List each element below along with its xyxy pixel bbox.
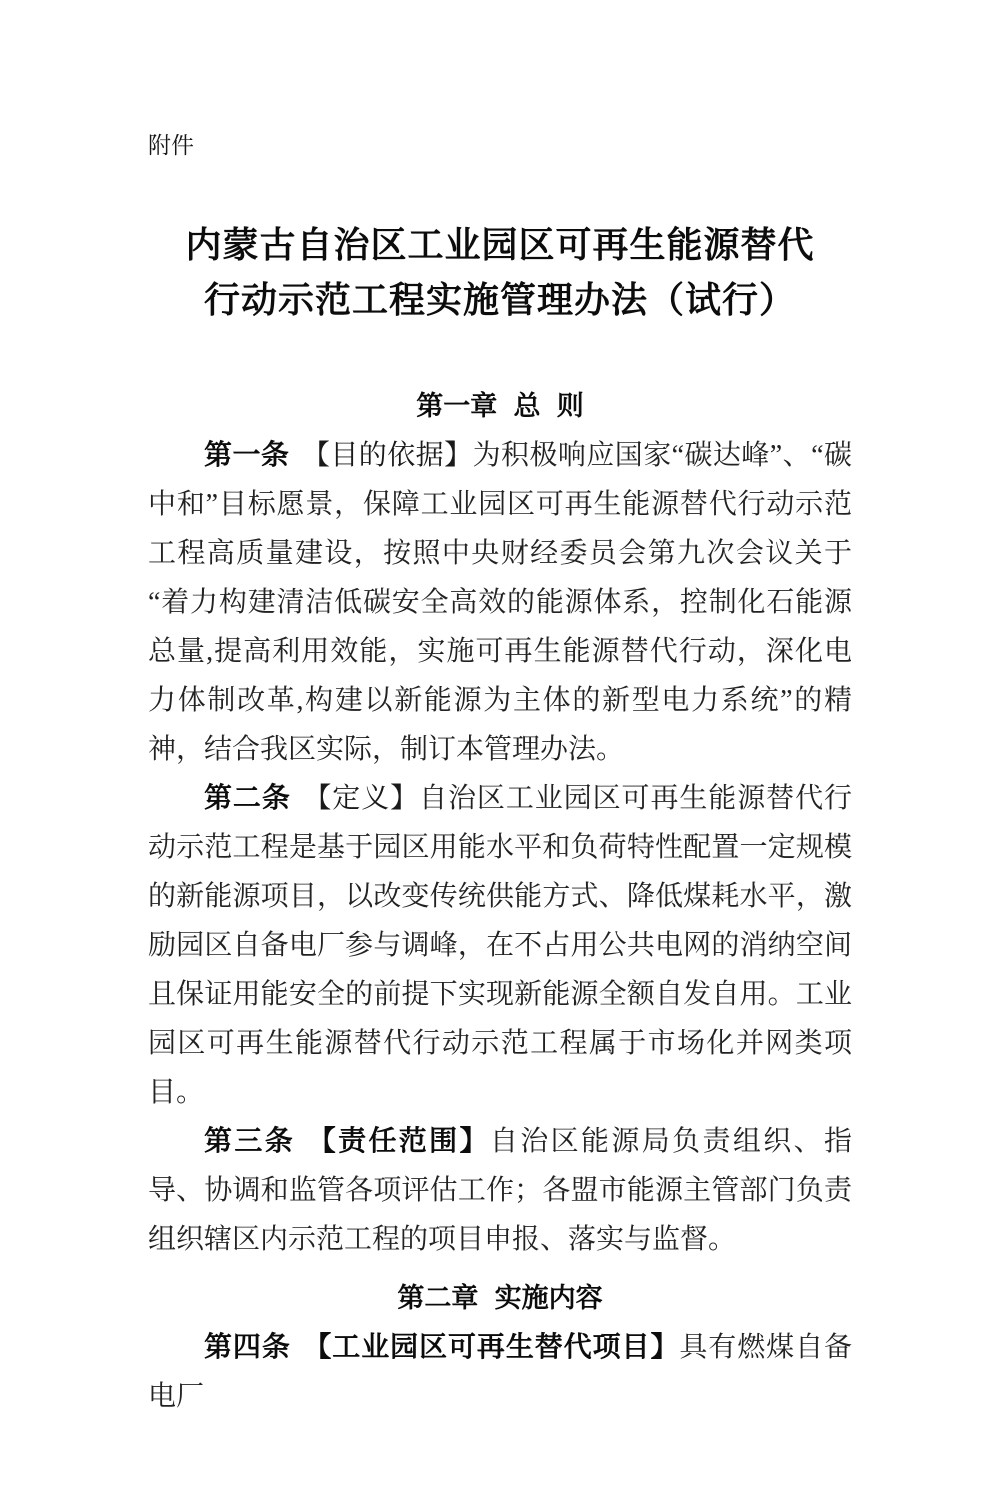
- article-4-text: 具有燃煤自备电厂: [148, 1332, 852, 1412]
- article-2-paragraph: [148, 774, 852, 1117]
- article-2-number: 第二条: [204, 783, 291, 814]
- article-3-paragraph: [148, 1117, 852, 1264]
- article-2-text: 自治区工业园区可再生能源替代行动示范工程是基于园区用能水平和负荷特性配置一定规模的新能源项目，以改变传统供能方式、降低煤耗水平，激励园区自备电厂参与调峰，在不占用公共电网的消纳空间且保证用能安全的前提下实现新能源全额自发自用。工业园区可再生能源替代行动示范工程属于市场化并网类项目。: [148, 783, 852, 1108]
- document-title: [148, 218, 852, 328]
- article-1-paragraph: [148, 431, 852, 774]
- article-4-number: 第四条: [204, 1332, 291, 1363]
- article-2-label: 【定义】: [303, 783, 420, 814]
- article-3-number: 第三条: [204, 1126, 296, 1157]
- chapter-2-heading: 第二章 实施内容: [397, 1283, 603, 1313]
- chapter-1-heading: 第一章 总 则: [416, 391, 584, 421]
- article-1-text: 为积极响应国家“碳达峰”、“碳中和”目标愿景，保障工业园区可再生能源替代行动示范工程高质量建设，按照中央财经委员会第九次会议关于“着力构建清洁低碳安全高效的能源体系，控制化石能源总量,提高利用效能，实施可再生能源替代行动，深化电力体制改革,构建以新能源为主体的新型电力系统”的精神，结合我区实际，制订本管理办法。: [148, 440, 852, 765]
- document-title-line1: 内蒙古自治区工业园区可再生能源替代: [185, 225, 815, 265]
- article-4-label: 【工业园区可再生替代项目】: [303, 1332, 680, 1363]
- article-1-label: 【目的依据】: [301, 440, 473, 471]
- article-4-paragraph: [148, 1323, 852, 1421]
- article-3-label: 【责任范围】: [307, 1126, 490, 1157]
- article-3-text: 自治区能源局负责组织、指导、协调和监管各项评估工作；各盟市能源主管部门负责组织辖区内示范工程的项目申报、落实与监督。: [148, 1126, 852, 1255]
- attachment-label: 附件: [148, 133, 194, 158]
- article-1-number: 第一条: [204, 440, 290, 471]
- document-title-line2: 行动示范工程实施管理办法（试行）: [203, 280, 796, 320]
